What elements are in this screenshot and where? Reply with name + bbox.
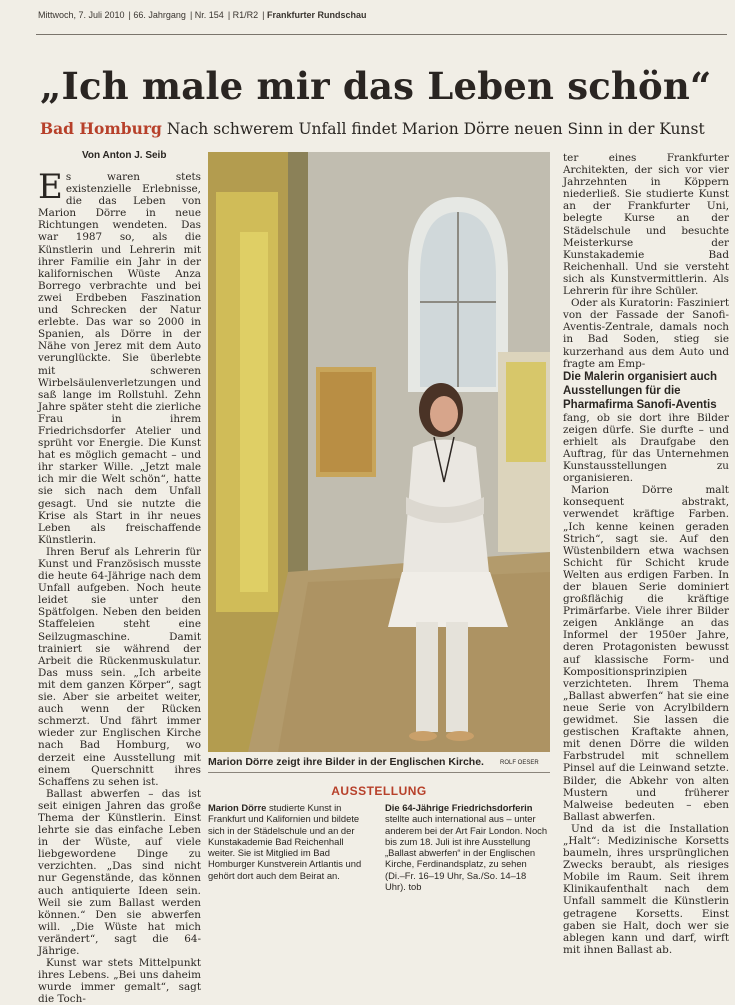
byline: Von Anton J. Seib	[82, 150, 167, 161]
info-box-lead: Marion Dörre	[208, 802, 267, 813]
issue-date: Mittwoch, 7. Juli 2010	[38, 10, 125, 20]
header-rule	[36, 34, 727, 35]
paragraph: Es waren stets existenzielle Erlebnisse, die das Leben von Marion Dörre in neue Richtungen wendeten. Das war 1987 so, als die Künstlerin und Lehrerin mit ihrer Familie ein Jahr in der kalifornischen Wüste Anza Borrego verbrachte und bei zwei Erdbeben Faszination und Schrecken der Natur erlebte. Das war so 2000 in Spanien, als Dörre in der Nähe von Jerez mit dem Auto verunglückte. Sie überlebte mit schweren Wirbelsäulenverletzungen und saß lange im Rollstuhl. Zehn Jahre später steht die zierliche Frau in ihrem Friedrichsdorfer Atelier und sprüht vor Energie. Die Kunst hat es möglich gemacht – und ihr starker Wille. „Jetzt male ich mir die Welt schön“, hatte sie sich nach dem Unfall gesagt. Und sie nutzte die Krise als Start in ihr neues Leben als freischaffende Künstlerin.	[38, 167, 201, 546]
paragraph: Kunst war stets Mittelpunkt ihres Lebens. „Bei uns daheim wurde immer gemalt“, sagt die Toch-	[38, 957, 201, 1005]
info-box-lead: Die 64-Jährige Friedrichsdorferin	[385, 802, 533, 813]
photo-illustration	[208, 152, 550, 752]
subheadline	[40, 119, 720, 138]
masthead-line: Mittwoch, 7. Juli 2010 | 66. Jahrgang | Nr. 154 | R1/R2 | Frankfurter Rundschau	[38, 10, 367, 20]
paragraph: fang, ob sie dort ihre Bilder zeigen dürfe. Sie durfte – und erhielt als Draufgabe den Auftrag, für das Unternehmen Kunstausstellungen zu organisieren.	[563, 411, 729, 485]
paragraph: Oder als Kuratorin: Fasziniert von der Fassade der Sanofi-Aventis-Zentrale, damals noch in Bad Soden, stieg sie kurzerhand aus dem Auto und fragte am Emp-	[563, 297, 729, 370]
newspaper-name: Frankfurter Rundschau	[267, 10, 367, 20]
article-photo	[208, 152, 550, 752]
info-box-text: stellte auch international aus – unter anderem bei der Art Fair London. Noch bis zum 18. Juli ist ihre Ausstellung „Ballast abwerfen“ in der Englischen Kirche, Ferdinandsplatz, zu sehen (Di.–Fr. 16–19 Uhr, Sa./So. 14–18 Uhr). tob	[385, 813, 548, 893]
paragraph: Ballast abwerfen – das ist seit einigen Jahren das große Thema der Künstlerin. Einst lehrte sie das einfache Leben in der Wüste, auf viele liebgewordene Dinge zu verzichten. „Das sind nicht nur Gegenstände, das können auch antiquierte Ideen sein. Weil sie zum Ballast werden können.“ Den sie abwerfen will. „Die Wüste hat mich verändert“, sagt die 64-Jährige.	[38, 787, 201, 957]
info-box-artist	[208, 802, 372, 881]
ausstellung-heading	[208, 780, 550, 799]
ausstellung-label: AUSSTELLUNG	[325, 784, 433, 798]
paragraph: ter eines Frankfurter Architekten, der sich vor vier Jahrzehnten in Köppern niederließ. Sie studierte Kunst an der Frankfurter Uni, belegte Kurse an der Städelschule und besuchte Meisterkurse der Kunstakademie Bad Reichenhall. Und sie versteht sich als Kunstvermittlerin. Als Lehrerin für ihre Schüler.	[563, 152, 729, 298]
subheadline-text: Nach schwerem Unfall findet Marion Dörre neuen Sinn in der Kunst	[166, 120, 705, 138]
paragraph: Ihren Beruf als Lehrerin für Kunst und Französisch musste die heute 64-Jährige nach dem Unfall aufgeben. Noch heute leidet sie unter den Spätfolgen. Neben den beiden Staffeleien steht eine Seilzugmaschine. Damit trainiert sie während der Arbeit die Rückenmuskulatur. Das muss sein. „Ich arbeite mit dem ganzen Körper“, sagt sie. Aber sie arbeitet weiter, auch wenn der Rücken schmerzt. Und fährt immer wieder zur Englischen Kirche nach Bad Homburg, wo derzeit eine Ausstellung mit einem Querschnitt ihres Schaffens zu sehen ist.	[38, 545, 201, 788]
intertitle: Die Malerin organisiert auch Ausstellungen für die Pharmafirma Sanofi-Aventis	[563, 370, 718, 411]
caption-rule	[208, 772, 550, 773]
page-number: R1/R2	[232, 10, 259, 20]
photo-credit: ROLF OESER	[500, 760, 539, 766]
headline: „Ich male mir das Leben schön“	[40, 64, 712, 108]
location-keyword: Bad Homburg	[40, 119, 162, 138]
issue-number: Nr. 154	[194, 10, 224, 20]
volume: 66. Jahrgang	[133, 10, 186, 20]
photo-caption: Marion Dörre zeigt ihre Bilder in der Englischen Kirche.	[208, 756, 484, 768]
info-box-text: studierte Kunst in Frankfurt und Kalifornien und bildete sich in der Städelschule und an der Kunstakademie Bad Reichenhall weiter. Sie ist Mitglied im Bad Homburger Kunstverein Artlantis und gehört dort auch dem Beirat an.	[208, 802, 362, 881]
paragraph: Marion Dörre malt konsequent abstrakt, verwendet kräftige Farben. „Ich kenne keinen geraden Strich“, sagt sie. Auf den Wüstenbildern etwa wachsen Schicht für Schicht krude Welten aus erdigen Farben. In der blauen Serie dominiert großflächig die kräftige Primärfarbe. Viele ihrer Bilder zeigen Anklänge an das Informel der 1950er Jahre, deren Protagonisten bewusst auf klassische Form- und Kompositionsprinzipien verzichteten. Ihrem Thema „Ballast abwerfen“ hat sie eine neue Serie von Acrylbildern gewidmet. Sie lassen die gestischen Kraftakte ahnen, mit denen Dörre die wilden Farbstrudel mit schnellem Pinsel auf die Leinwand setzte. Bilder, die Abkehr von alten Mustern und früherer Malweise bedeuten – eben Ballast abwerfen.	[563, 484, 729, 823]
paragraph: Und da ist die Installation „Halt“: Medizinische Korsetts baumeln, ihres ursprünglichen Zwecks beraubt, als riesiges Mobile im Raum. Seit ihrem Klinikaufenthalt nach dem Unfall sammelt die Künstlerin getragene Korsetts. Einst gaben sie Halt, doch wer sie ablegen kann und darf, wirft mit ihnen Ballast ab.	[563, 822, 729, 956]
info-box-exhibition	[385, 802, 549, 892]
article-column-2	[563, 152, 729, 956]
drop-cap: E	[38, 167, 63, 207]
article-column-1	[38, 167, 201, 1005]
